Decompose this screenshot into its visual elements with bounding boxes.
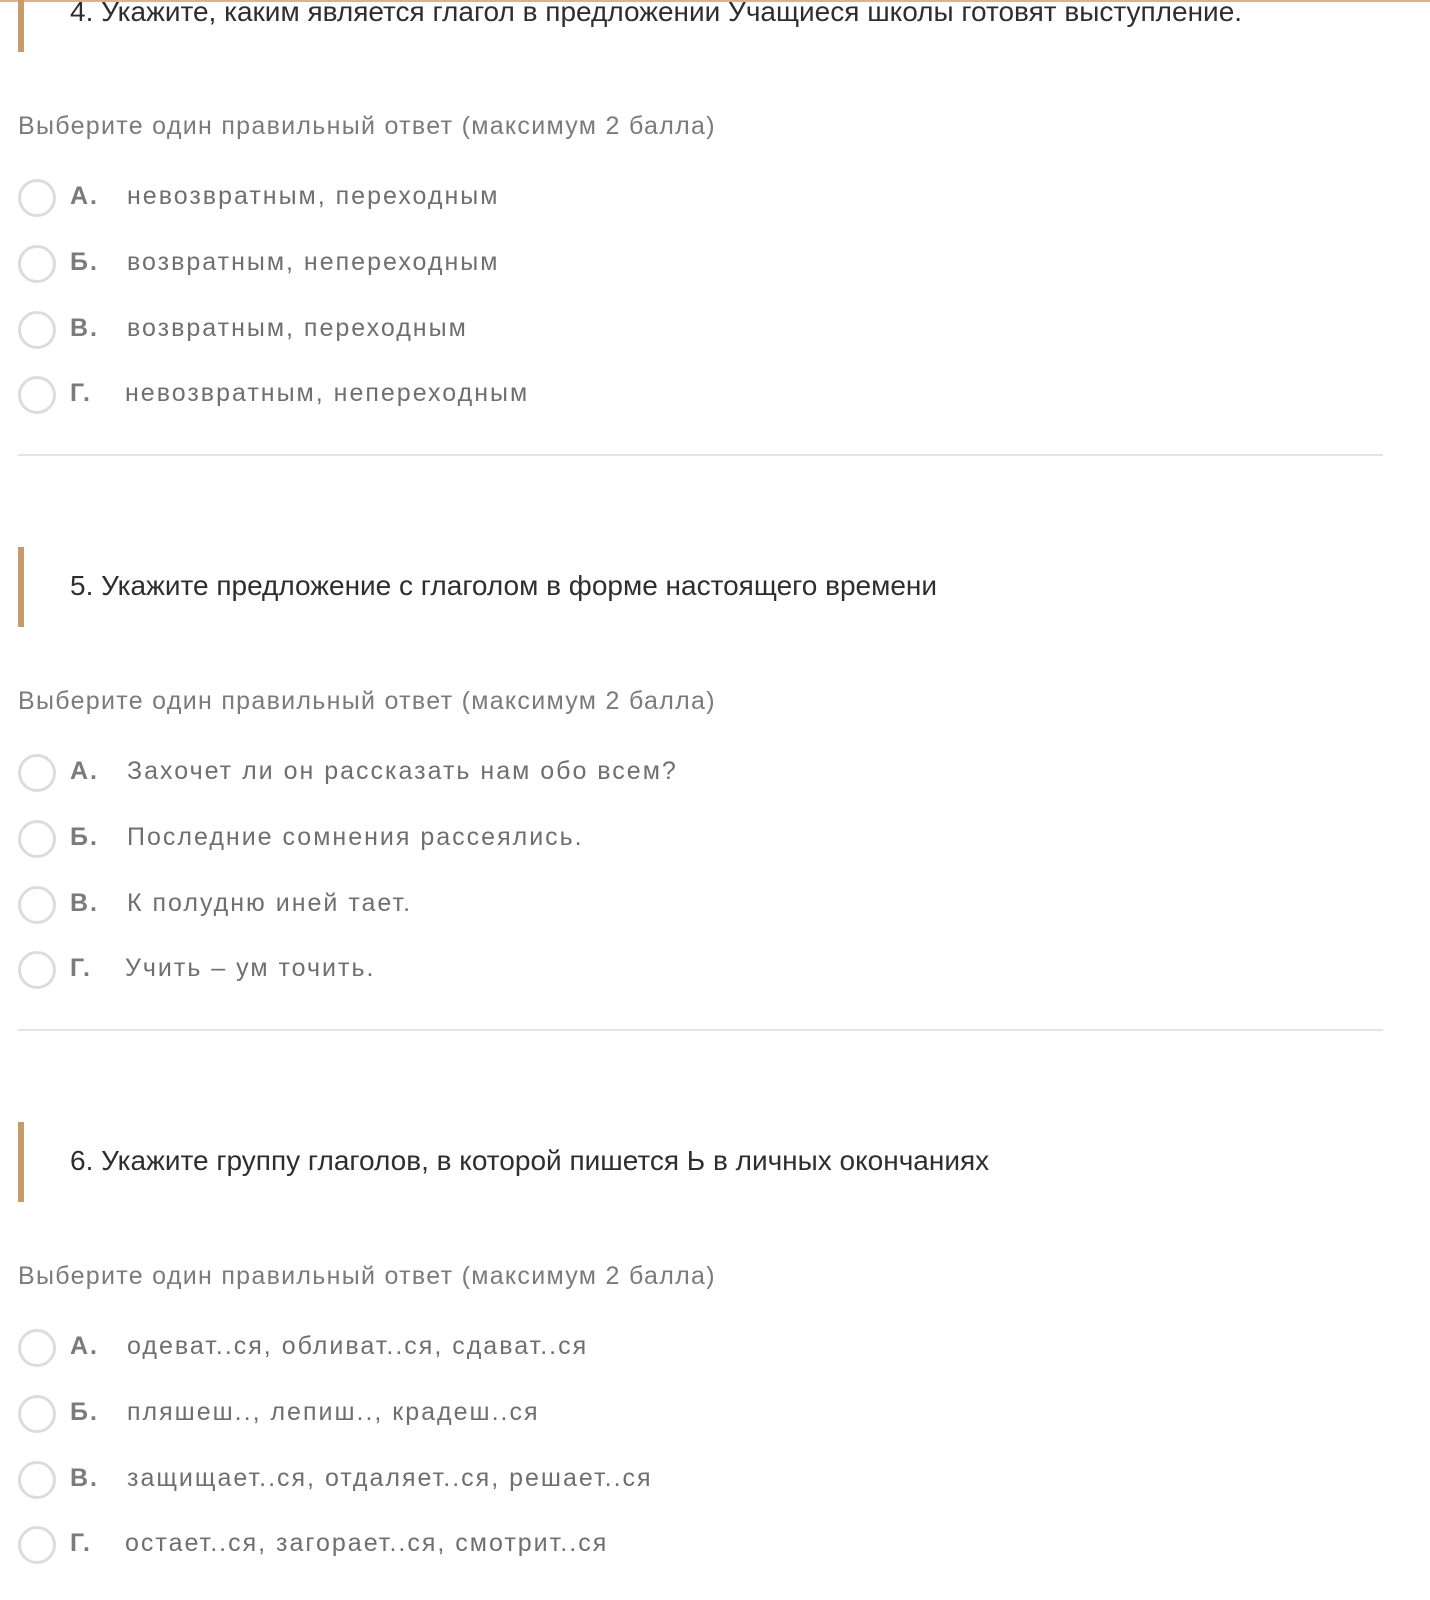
question-hint: Выберите один правильный ответ (максимум 2 балла) xyxy=(18,112,716,140)
radio-button[interactable] xyxy=(18,311,56,349)
answer-option-a[interactable] xyxy=(18,1329,1018,1369)
radio-button[interactable] xyxy=(18,1329,56,1367)
answer-option-b[interactable] xyxy=(18,245,1018,285)
radio-button[interactable] xyxy=(18,1461,56,1499)
option-letter: В. xyxy=(70,1464,99,1492)
answer-option-b[interactable] xyxy=(18,820,1018,860)
option-letter: В. xyxy=(70,889,99,917)
answer-option-v[interactable] xyxy=(18,1461,1018,1501)
radio-button[interactable] xyxy=(18,245,56,283)
radio-button[interactable] xyxy=(18,1526,56,1564)
answer-option-a[interactable] xyxy=(18,179,1018,219)
answer-option-v[interactable] xyxy=(18,886,1018,926)
radio-button[interactable] xyxy=(18,886,56,924)
answer-option-a[interactable] xyxy=(18,754,1018,794)
radio-button[interactable] xyxy=(18,820,56,858)
question-accent-bar xyxy=(18,0,24,52)
option-letter: А. xyxy=(70,182,99,210)
option-text: невозвратным, непереходным xyxy=(125,379,530,407)
option-text: возвратным, непереходным xyxy=(127,248,500,276)
option-letter: Г. xyxy=(70,379,92,407)
option-letter: А. xyxy=(70,1332,99,1360)
option-text: Учить – ум точить. xyxy=(125,954,376,982)
answer-option-b[interactable] xyxy=(18,1395,1018,1435)
question-title: 5. Укажите предложение с глаголом в форме настоящего времени xyxy=(70,570,938,601)
radio-button[interactable] xyxy=(18,179,56,217)
option-text: остает..ся, загорает..ся, смотрит..ся xyxy=(125,1529,609,1557)
option-text: пляшеш.., лепиш.., крадеш..ся xyxy=(127,1398,540,1426)
question-hint: Выберите один правильный ответ (максимум 2 балла) xyxy=(18,687,716,715)
question-accent-bar xyxy=(18,547,24,627)
option-letter: Б. xyxy=(70,1398,99,1426)
option-text: невозвратным, переходным xyxy=(127,182,500,210)
divider xyxy=(18,1029,1383,1031)
question-title: 4. Укажите, каким является глагол в предложении Учащиеся школы готовят выступление. xyxy=(70,0,1243,27)
option-letter: А. xyxy=(70,757,99,785)
answer-option-g[interactable] xyxy=(18,951,1018,991)
question-accent-bar xyxy=(18,1122,24,1202)
question-title: 6. Укажите группу глаголов, в которой пишется Ь в личных окончаниях xyxy=(70,1145,990,1176)
answer-option-v[interactable] xyxy=(18,311,1018,351)
radio-button[interactable] xyxy=(18,376,56,414)
radio-button[interactable] xyxy=(18,1395,56,1433)
radio-button[interactable] xyxy=(18,754,56,792)
answer-option-g[interactable] xyxy=(18,1526,1018,1566)
option-text: Последние сомнения рассеялись. xyxy=(127,823,584,851)
answer-option-g[interactable] xyxy=(18,376,1018,416)
divider xyxy=(18,454,1383,456)
option-text: защищает..ся, отдаляет..ся, решает..ся xyxy=(127,1464,653,1492)
option-letter: Г. xyxy=(70,954,92,982)
question-hint: Выберите один правильный ответ (максимум 2 балла) xyxy=(18,1262,716,1290)
option-letter: В. xyxy=(70,314,99,342)
option-text: Захочет ли он рассказать нам обо всем? xyxy=(127,757,678,785)
option-letter: Б. xyxy=(70,823,99,851)
option-text: К полудню иней тает. xyxy=(127,889,413,917)
radio-button[interactable] xyxy=(18,951,56,989)
option-text: возвратным, переходным xyxy=(127,314,468,342)
option-letter: Г. xyxy=(70,1529,92,1557)
option-text: одеват..ся, обливат..ся, сдават..ся xyxy=(127,1332,589,1360)
option-letter: Б. xyxy=(70,248,99,276)
